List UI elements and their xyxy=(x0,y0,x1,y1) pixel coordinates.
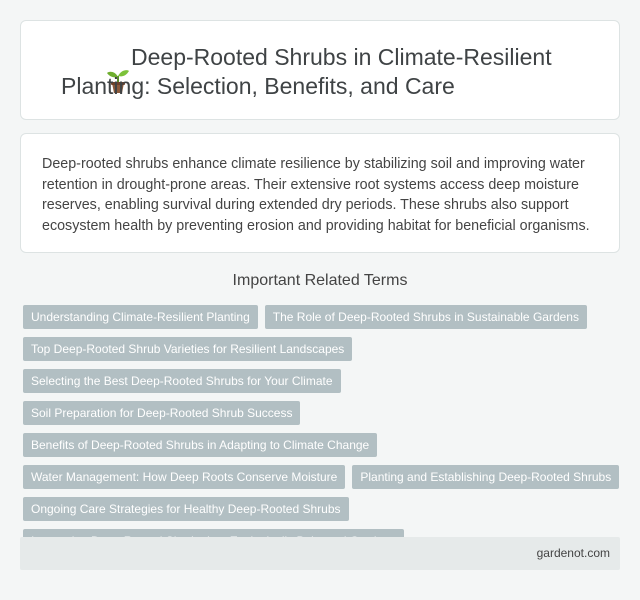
related-terms-list xyxy=(23,305,623,553)
title-card xyxy=(20,20,620,120)
related-term-tag[interactable]: Top Deep-Rooted Shrub Varieties for Resilient Landscapes xyxy=(23,337,352,361)
related-term-tag[interactable]: Water Management: How Deep Roots Conserve Moisture xyxy=(23,465,345,489)
summary-card xyxy=(20,133,620,253)
related-term-tag[interactable]: Soil Preparation for Deep-Rooted Shrub Success xyxy=(23,401,300,425)
summary-text: Deep-rooted shrubs enhance climate resilience by stabilizing soil and improving water retention in drought-prone areas. Their extensive root systems access deep moisture reserves, enabling survival during extended dry periods. These shrubs also support ecosystem health by preventing erosion and providing habitat for beneficial organisms. xyxy=(42,156,590,234)
related-term-tag[interactable]: Ongoing Care Strategies for Healthy Deep-Rooted Shrubs xyxy=(23,497,349,521)
site-name[interactable]: gardenot.com xyxy=(536,546,610,560)
footer xyxy=(20,537,620,570)
related-term-tag[interactable]: Benefits of Deep-Rooted Shrubs in Adapting to Climate Change xyxy=(23,433,377,457)
related-term-tag[interactable]: Planting and Establishing Deep-Rooted Shrubs xyxy=(352,465,619,489)
related-term-tag[interactable]: Understanding Climate-Resilient Planting xyxy=(23,305,258,329)
related-term-tag[interactable]: The Role of Deep-Rooted Shrubs in Sustainable Gardens xyxy=(265,305,587,329)
related-terms-heading: Important Related Terms xyxy=(232,272,408,289)
page-title: Deep-Rooted Shrubs in Climate-Resilient Planting: Selection, Benefits, and Care xyxy=(61,44,552,99)
related-term-tag[interactable]: Selecting the Best Deep-Rooted Shrubs for Your Climate xyxy=(23,369,341,393)
